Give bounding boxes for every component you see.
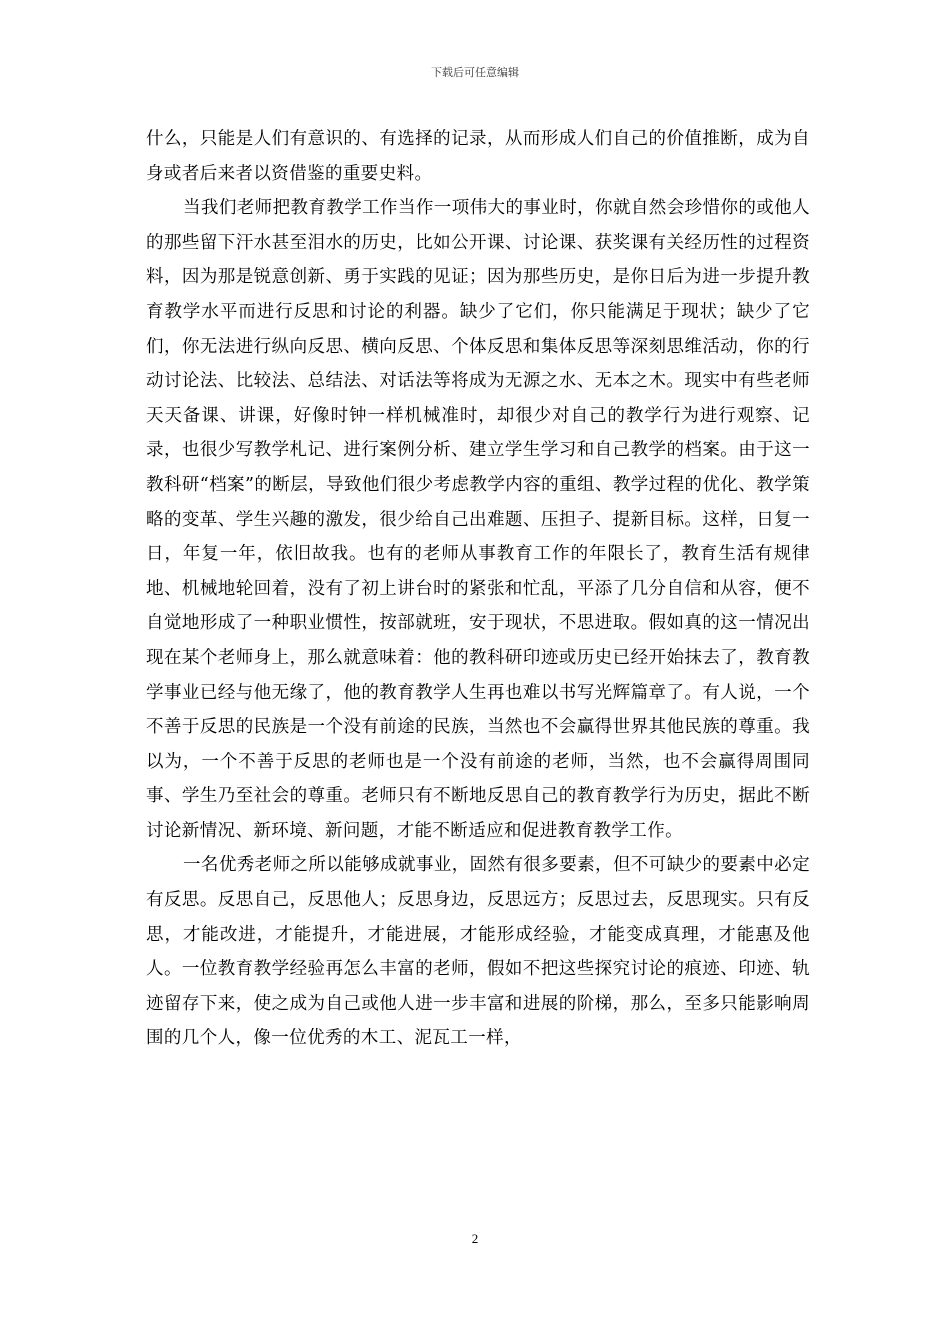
paragraph-continued: 什么，只能是人们有意识的、有选择的记录，从而形成人们自己的价值推断，成为自身或者后来者以资借鉴的重要史料。 <box>146 129 810 184</box>
body-text <box>146 122 810 1056</box>
page-header: 下载后可任意编辑 <box>431 66 519 79</box>
paragraph: 一名优秀老师之所以能够成就事业，固然有很多要素，但不可缺少的要素中必定有反思。反思自己，反思他人；反思身边，反思远方；反思过去，反思现实。只有反思，才能改进，才能提升，才能进展，才能形成经验，才能变成真理，才能惠及他人。一位教育教学经验再怎么丰富的老师，假如不把这些探究讨论的痕迹、印迹、轨迹留存下来，使之成为自己或他人进一步丰富和进展的阶梯，那么，至多只能影响周围的几个人，像一位优秀的木工、泥瓦工一样， <box>146 855 810 1049</box>
paragraph: 当我们老师把教育教学工作当作一项伟大的事业时，你就自然会珍惜你的或他人的那些留下汗水甚至泪水的历史，比如公开课、讨论课、获奖课有关经历性的过程资料，因为那是锐意创新、勇于实践的见证；因为那些历史，是你日后为进一步提升教育教学水平而进行反思和讨论的利器。缺少了它们，你只能满足于现状；缺少了它们，你无法进行纵向反思、横向反思、个体反思和集体反思等深刻思维活动，你的行动讨论法、比较法、总结法、对话法等将成为无源之水、无本之木。现实中有些老师天天备课、讲课，好像时钟一样机械准时，却很少对自己的教学行为进行观察、记录，也很少写教学札记、进行案例分析、建立学生学习和自己教学的档案。由于这一教科研“档案”的断层，导致他们很少考虑教学内容的重组、教学过程的优化、教学策略的变革、学生兴趣的激发，很少给自己出难题、压担子、提新目标。这样，日复一日，年复一年，依旧故我。也有的老师从事教育工作的年限长了，教育生活有规律地、机械地轮回着，没有了初上讲台时的紧张和忙乱，平添了几分自信和从容，便不自觉地形成了一种职业惯性，按部就班，安于现状，不思进取。假如真的这一情况出现在某个老师身上，那么就意味着：他的教科研印迹或历史已经开始抹去了，教育教学事业已经与他无缘了，他的教育教学人生再也难以书写光辉篇章了。有人说，一个不善于反思的民族是一个没有前途的民族，当然也不会赢得世界其他民族的尊重。我以为，一个不善于反思的老师也是一个没有前途的老师，当然，也不会赢得周围同事、学生乃至社会的尊重。老师只有不断地反思自己的教育教学行为历史，据此不断讨论新情况、新环境、新问题，才能不断适应和促进教育教学工作。 <box>146 198 810 841</box>
page-number: 2 <box>471 1231 479 1246</box>
